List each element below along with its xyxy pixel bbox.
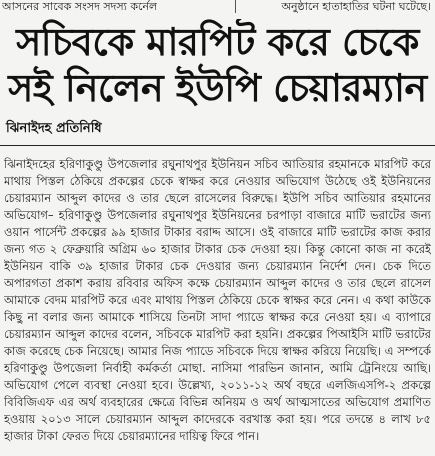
column-divider	[235, 0, 236, 13]
byline-divider	[0, 145, 435, 146]
headline-line-1: সচিবকে মারপিট করে চেকে	[16, 20, 419, 64]
byline: ঝিনাইদহ প্রতিনিধি	[6, 121, 102, 136]
article-paragraph: ঝিনাইদহের হরিণাকুণ্ডু উপজেলার রঘুনাথপুর ইউনিয়ন সচিব আতিয়ার রহমানকে মারপিট করে মাথায় পিস্তল ঠেকিয়ে প্রকল্পের চেকে স্বাক্ষর করে নেওয়ার অভিযোগ উঠেছে ওই ইউনিয়নের চেয়ারম্যান আব্দুল কাদের ও তার ছেলে রাসেলের বিরুদ্ধে। ইউপি সচিব আতিয়ার রহমানের অভিযোগ– হরিণাকুণ্ডু উপজেলার রঘুনাথপুর ইউনিয়নের চরপাড়া বাজারে মাটি ভরাটের জন্য ওয়ান পার্সেন্ট প্রকল্পের ৯৯ হাজার টাকার বরাদ্দ আসে। ওই বাজারে মাটি ভরাটের কাজ করার জন্য গত ২ ফেব্রুয়ারি অগ্রিম ৬০ হাজার টাকার চেক দেওয়া হয়। কিন্তু কোনো কাজ না করেই ইউনিয়ন বাকি ৩৯ হাজার টাকার চেক দেওয়ার জন্য চেয়ারম্যান নির্দেশ দেন। চেক দিতে অপারগতা প্রকাশ করায় রবিবার অফিস কক্ষে চেয়ারম্যান আব্দুল কাদের ও তার ছেলে রাসেল আমাকে বেদম মারপিট করে এবং মাথায় পিস্তল ঠেকিয়ে চেকে স্বাক্ষর করে নেন। এ কথা কাউকে কিছু না বলার জন্য আমাকে শাসিয়ে তিনটা সাদা প্যাডে স্বাক্ষর করে নেওয়া হয়। এ ব্যাপারে চেয়ারম্যান আব্দুল কাদের বলেন, সচিবকে মারপিট করা হয়নি। প্রকল্পের পিআইসি মাটি ভরাটের কাজ করেছে চেক নিয়েছে। আমার নিজ প্যাডে সচিবকে দিয়ে স্বাক্ষর করিয়ে নিয়েছি। এ সম্পর্কে হরিণাকুণ্ডু উপজেলা নির্বাহী কর্মকর্তা মোছা. নাসিমা পারভিন জানান, আমি ট্রেনিংয়ে আছি। অভিযোগ পেলে ব্যবস্থা নেওয়া হবে। উল্লেখ্য, ২০১১-১২ অর্থ বছরে এলজিএসপি-২ প্রকল্পে বিবিজিএফ এর অর্থ ব্যবহারের ক্ষেত্রে বিভিন্ন অনিয়ম ও অর্থ আত্মসাতের অভিযোগ প্রমাণিত হওয়ায় ২০১৩ সালে চেয়ারম্যান আব্দুল কাদেরকে বরখাস্ত করা হয়। পরে তদন্তে ৪ লাখ ৮৫ হাজার টাকা ফেরত দিয়ে চেয়ারম্যানের দায়িত্ব ফিরে পান।	[4, 157, 431, 443]
previous-article-strip	[0, 0, 435, 15]
article-headline	[0, 19, 435, 111]
headline-line-2: সই নিলেন ইউপি চেয়ারম্যান	[8, 66, 427, 110]
previous-article-left-text: আসনের সাবেক সংসদ সদস্য কর্নেল	[2, 0, 158, 13]
article-body	[4, 156, 431, 456]
previous-article-right-text: অনুষ্ঠানে হাতাহাতির ঘটনা ঘটেছে।	[281, 0, 431, 13]
